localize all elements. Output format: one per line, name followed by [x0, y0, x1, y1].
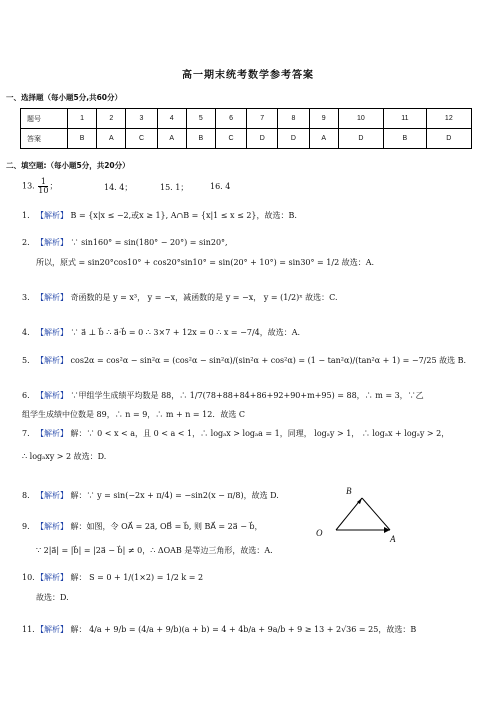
figure-label-o: O	[316, 528, 323, 538]
q14-answer: 14. 4；	[104, 183, 133, 192]
solution-tag: 【解析】	[36, 238, 68, 247]
table-cell: B	[186, 129, 215, 149]
section-fill-heading: 二、填空题:（每小题5分，共20分）	[6, 161, 130, 170]
solution-text: ∵甲组学生成绩平均数是 88，∴ 1/7(78+88+84+86+92+90+m+95) = 88，∴ m = 3，∵乙	[70, 391, 424, 400]
solution-text: ∵ a⃗ ⊥ b⃗ ∴ a⃗·b⃗ = 0 ∴ 3×7 + 12x = 0 ∴ x = −7/4，故选：A.	[70, 328, 301, 337]
table-cell: 3	[126, 109, 157, 129]
solution-line	[22, 409, 245, 420]
solution-tag: 【解析】	[36, 356, 68, 365]
table-cell: C	[215, 129, 246, 149]
table-cell: A	[97, 129, 126, 149]
table-row-numbers	[21, 109, 472, 129]
table-cell: 10	[338, 109, 383, 129]
table-cell: D	[338, 129, 383, 149]
solution-line	[22, 624, 416, 635]
document-title: 高一期末统考数学参考答案	[182, 70, 314, 81]
table-cell: 9	[309, 109, 338, 129]
solution-tag: 【解析】	[36, 491, 68, 500]
solution-line	[22, 572, 203, 583]
figure-label-a: A	[390, 534, 396, 544]
solution-text: 组学生成绩中位数是 89，∴ n = 9，∴ m + n = 12．故选 C	[22, 410, 245, 419]
solution-text: ∴ logₐxy > 2 故选：D.	[22, 452, 107, 461]
solution-number: 4.	[22, 328, 30, 337]
figure-label-b: B	[346, 486, 352, 496]
solution-tag: 【解析】	[36, 573, 68, 582]
table-cell: 2	[97, 109, 126, 129]
solution-line	[22, 390, 424, 401]
solution-text: 解：∵ 0 < x < a，且 0 < a < 1，∴ logₐx > logₐa = 1，同理， logₐy > 1， ∴ logₐx + logₐy > 2，	[70, 429, 450, 438]
solution-text: B = {x|x ≤ −2,或x ≥ 1}, A∩B = {x|1 ≤ x ≤ 2}，故选：B.	[70, 211, 297, 220]
solution-text: 解：∵ y = sin(−2x + π/4) = −sin2(x − π/8)，故选 D.	[70, 491, 279, 500]
solution-number: 11.	[22, 625, 35, 634]
solution-number: 3.	[22, 293, 30, 302]
table-answer-label: 答案	[21, 129, 68, 149]
solution-line	[22, 292, 338, 303]
solution-text: ∵ 2|a⃗| = |b⃗| = |2a⃗ − b⃗| ≠ 0，∴ ΔOAB 是等边三角形，故选：A.	[36, 546, 273, 555]
solution-tag: 【解析】	[36, 522, 68, 531]
table-cell: C	[126, 129, 157, 149]
table-cell: 7	[247, 109, 278, 129]
table-cell: 6	[215, 109, 246, 129]
table-cell: D	[247, 129, 278, 149]
solution-tag: 【解析】	[36, 391, 68, 400]
solution-line	[22, 355, 466, 366]
table-row-answers	[21, 129, 472, 149]
table-header-label: 题号	[21, 109, 68, 129]
solution-line	[22, 327, 300, 338]
solution-number: 7.	[22, 429, 30, 438]
solution-line	[22, 237, 228, 248]
table-cell: 8	[278, 109, 309, 129]
solution-line	[36, 592, 69, 603]
table-cell: B	[384, 129, 427, 149]
solution-tag: 【解析】	[36, 429, 68, 438]
q16-answer: 16. 4	[210, 182, 231, 191]
table-cell: A	[309, 129, 338, 149]
solution-line	[22, 428, 449, 439]
table-cell: 4	[157, 109, 186, 129]
q13-fraction	[38, 178, 48, 195]
answer-table	[20, 108, 472, 149]
solution-number: 6.	[22, 391, 30, 400]
solution-number: 2.	[22, 238, 30, 247]
q13-label: 13.	[22, 181, 35, 191]
solution-number: 9.	[22, 522, 30, 531]
table-cell: B	[68, 129, 97, 149]
solution-text: 解： 4/a + 9/b = (4/a + 9/b)(a + b) = 4 + 4b/a + 9a/b + 9 ≥ 13 + 2√36 = 25，故选：B	[70, 625, 417, 634]
solution-line	[22, 451, 106, 462]
solution-number: 10.	[22, 573, 35, 582]
table-cell: 11	[384, 109, 427, 129]
table-cell: D	[278, 129, 309, 149]
solution-number: 5.	[22, 356, 30, 365]
q13-denominator: 10	[38, 186, 49, 195]
section-choice-heading: 一、选择题（每小题5分,共60分）	[6, 93, 123, 102]
solution-text: 所以，原式 = sin20°cos10° + cos20°sin10° = sin(20° + 10°) = sin30° = 1/2 故选：A.	[36, 258, 375, 267]
solution-text: ∵ sin160° = sin(180° − 20°) = sin20°,	[70, 238, 228, 247]
solution-text: 故选：D.	[36, 593, 69, 602]
solution-number: 8.	[22, 491, 30, 500]
table-cell: 12	[426, 109, 471, 129]
solution-text: 解：如图，令 OA⃗ = 2a⃗, OB⃗ = b⃗, 则 BA⃗ = 2a⃗ − b⃗，	[70, 522, 263, 531]
solution-tag: 【解析】	[36, 211, 68, 220]
q13-numerator: 1	[38, 178, 48, 187]
solution-tag: 【解析】	[36, 328, 68, 337]
table-cell: A	[157, 129, 186, 149]
solution-line	[22, 210, 297, 221]
table-cell: 1	[68, 109, 97, 129]
solution-text: 奇函数的是 y = x³， y = −x，减函数的是 y = −x， y = (1/2)ˣ 故选：C.	[70, 293, 338, 302]
solution-number: 1.	[22, 211, 30, 220]
solution-tag: 【解析】	[36, 293, 68, 302]
solution-line	[36, 257, 374, 268]
table-cell: D	[426, 129, 471, 149]
solution-text: 解： S = 0 + 1/(1×2) = 1/2 k = 2	[70, 573, 204, 582]
q15-answer: 15. 1；	[160, 183, 189, 192]
solution-line	[22, 490, 279, 501]
table-cell: 5	[186, 109, 215, 129]
q13-answer: 13. $\frac{1}{10}$ ；	[22, 177, 58, 195]
solution-text: cos2α = cos²α − sin²α = (cos²α − sin²α)/(sin²α + cos²α) = (1 − tan²α)/(tan²α + 1) = −7/25 故选 B.	[70, 356, 467, 365]
solution-tag: 【解析】	[36, 625, 68, 634]
solution-line	[22, 521, 263, 532]
solution-line	[36, 545, 273, 556]
